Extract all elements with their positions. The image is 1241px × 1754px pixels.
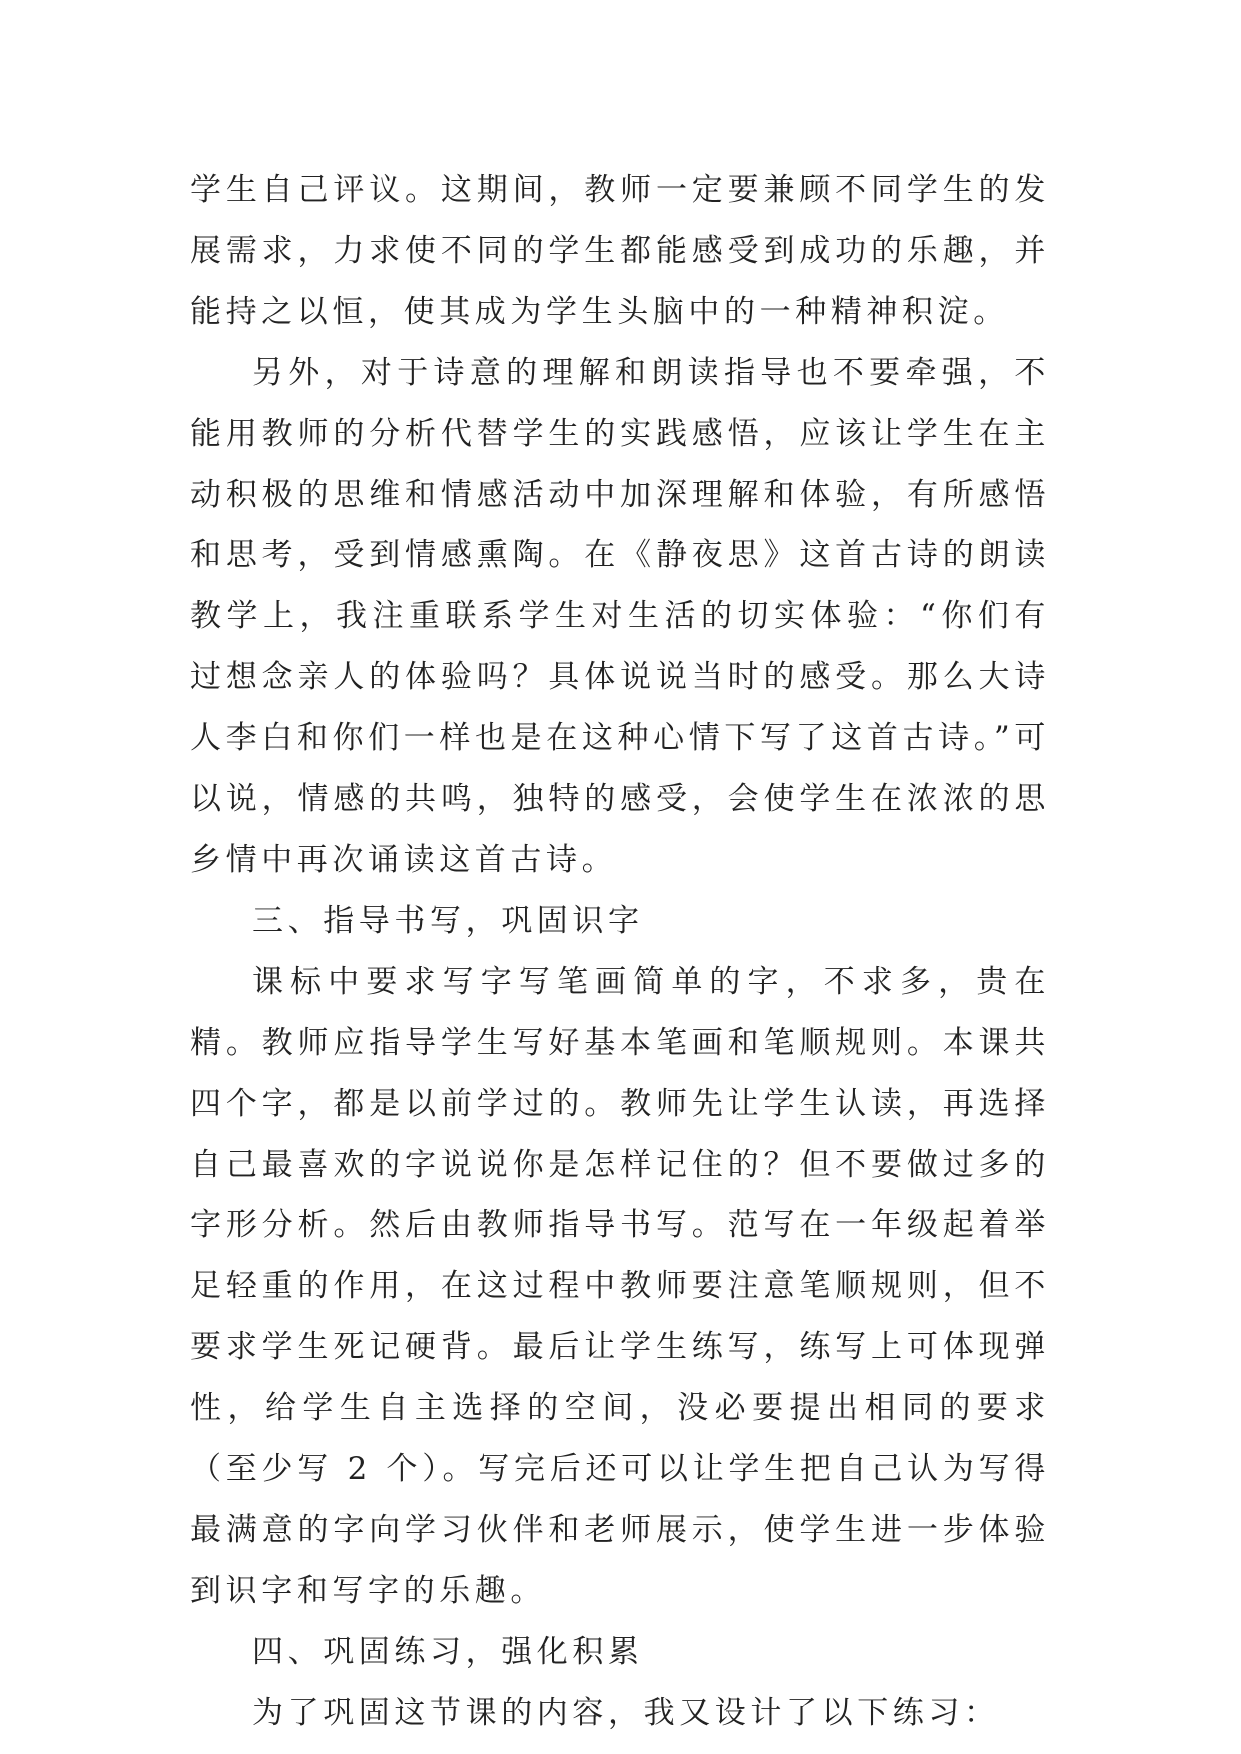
paragraph-practice-intro: 为了巩固这节课的内容，我又设计了以下练习： [252, 1694, 1000, 1731]
paragraph-writing-guidance: 课标中要求写字写笔画简单的字，不求多，贵在精。教师应指导学生写好基本笔画和笔顺规则。本课共四个字，都是以前学过的。教师先让学生认读，再选择自己最喜欢的字说说你是怎样记住的？但不要做过多的字形分析。然后由教师指导书写。范写在一年级起着举足轻重的作用，在这过程中教师要注意笔顺规则，但不要求学生死记硬背。最后让学生练写，练写上可体现弹性，给学生自主选择的空间，没必要提出相同的要求（至少写 2 个）。写完后还可以让学生把自己认为写得最满意的字向学习伙伴和老师展示，使学生进一步体验到识字和写字的乐趣。 [190, 963, 1050, 1609]
paragraph-evaluation: 学生自己评议。这期间，教师一定要兼顾不同学生的发展需求，力求使不同的学生都能感受到成功的乐趣，并能持之以恒，使其成为学生头脑中的一种精神积淀。 [190, 172, 1050, 330]
section-heading-writing: 三、指导书写，巩固识字 [252, 902, 644, 939]
section-heading-practice: 四、巩固练习，强化积累 [252, 1633, 644, 1670]
paragraph-poem-reading: 另外，对于诗意的理解和朗读指导也不要牵强，不能用教师的分析代替学生的实践感悟，应该让学生在主动积极的思维和情感活动中加深理解和体验，有所感悟和思考，受到情感熏陶。在《静夜思》这首古诗的朗读教学上，我注重联系学生对生活的切实体验：“你们有过想念亲人的体验吗？具体说说当时的感受。那么大诗人李白和你们一样也是在这种心情下写了这首古诗。”可以说，情感的共鸣，独特的感受，会使学生在浓浓的思乡情中再次诵读这首古诗。 [190, 354, 1050, 878]
document-body [190, 160, 1050, 1744]
